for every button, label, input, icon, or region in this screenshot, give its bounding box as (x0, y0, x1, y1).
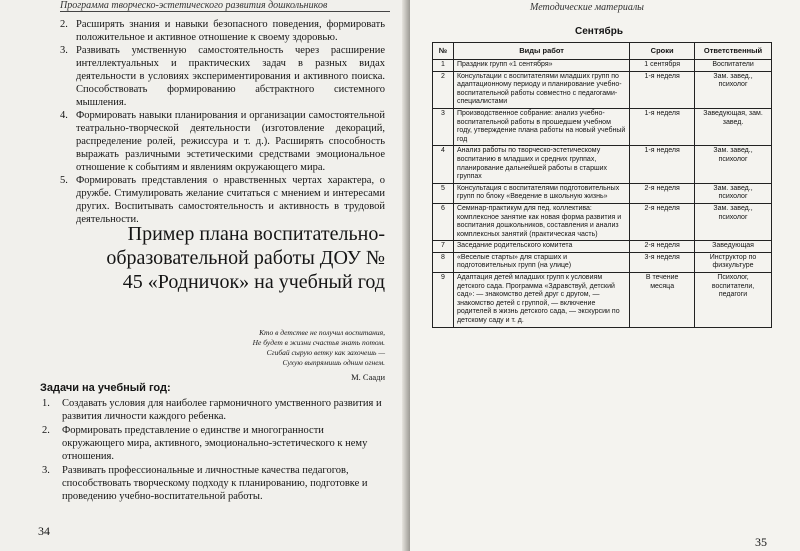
item-text: Создавать условия для наиболее гармоничного умственного развития и развития личности каждого ребенка. (62, 398, 382, 422)
cell-work: Праздник групп «1 сентября» (453, 60, 629, 72)
table-row (433, 71, 772, 108)
cell-resp: Зам. завед., психолог (695, 146, 772, 183)
cell-num: 8 (433, 252, 454, 272)
tasks-heading: Задачи на учебный год: (40, 382, 171, 394)
item-number: 3. (42, 465, 50, 476)
cell-term: 1-я неделя (630, 108, 695, 145)
cell-work: «Веселые старты» для старших и подготовительных групп (на улице) (453, 252, 629, 272)
table-row (433, 203, 772, 240)
table-row (433, 108, 772, 145)
item-text: Развивать профессиональные и личностные качества педагогов, способствовать творческому подходу к планированию, подготовке и проведению учебно-воспитательной работы. (62, 465, 368, 502)
plan-title: Пример плана воспитательно-образовательной работы ДОУ № 45 «Родничок» на учебный год (106, 223, 385, 293)
cell-num: 4 (433, 146, 454, 183)
cell-resp: Заведующая, зам. завед. (695, 108, 772, 145)
item-number: 2. (42, 425, 50, 436)
month-heading: Сентябрь (575, 26, 623, 37)
cell-work: Анализ работы по творческо-эстетическому воспитанию в младших и средних группах, планирование дальнейшей работы в старших группах (453, 146, 629, 183)
cell-num: 6 (433, 203, 454, 240)
cell-resp: Зам. завед., психолог (695, 183, 772, 203)
cell-work: Адаптация детей младших групп к условиям детского сада. Программа «Здравствуй, детский сад»: — знакомство детей друг с другом, — знакомство детей с группой, — включение родителей в жизнь детского сада, — экскурсии по детскому саду и т. д. (453, 273, 629, 328)
cell-num: 7 (433, 241, 454, 253)
item-text: Формировать представления о нравственных чертах характера, о дружбе. Стимулировать желание считаться с мнением и интересами других. Воспитывать самостоятельность и активность в трудовой деятельности. (76, 175, 385, 225)
cell-resp: Инструктор по физкультуре (695, 252, 772, 272)
cell-num: 2 (433, 71, 454, 108)
list-item (40, 397, 385, 423)
item-number: 1. (42, 398, 50, 409)
cell-resp: Психолог, воспитатели, педагоги (695, 273, 772, 328)
cell-resp: Заведующая (695, 241, 772, 253)
cell-term: 1-я неделя (630, 71, 695, 108)
list-item (60, 109, 385, 174)
list-item (60, 18, 385, 44)
right-page (410, 0, 800, 551)
cell-num: 1 (433, 60, 454, 72)
table-row (433, 241, 772, 253)
list-item (40, 464, 385, 503)
left-running-head: Программа творческо-эстетического развития дошкольников (60, 0, 390, 12)
cell-resp: Воспитатели (695, 60, 772, 72)
col-header-work: Виды работ (453, 43, 629, 60)
cell-term: 3-я неделя (630, 252, 695, 272)
page-number: 35 (755, 535, 767, 549)
table-row (433, 183, 772, 203)
table-row (433, 273, 772, 328)
cell-work: Консультации с воспитателями младших групп по адаптационному периоду и планирование учебно-воспитательной работы совместно с педагогами-специалистами (453, 71, 629, 108)
table-row (433, 252, 772, 272)
item-number: 4. (60, 110, 68, 121)
col-header-resp: Ответственный (695, 43, 772, 60)
cell-term: 2-я неделя (630, 203, 695, 240)
cell-work: Консультация с воспитателями подготовительных групп по блоку «Введение в школьную жизнь» (453, 183, 629, 203)
cell-term: 2-я неделя (630, 183, 695, 203)
tasks-list (40, 397, 385, 504)
epigraph-author: М. Саади (351, 372, 385, 382)
list-item (60, 174, 385, 226)
cell-work: Заседание родительского комитета (453, 241, 629, 253)
page-number: 34 (38, 524, 50, 538)
epigraph-line: Сгибай сырую ветку как захочешь — (266, 348, 385, 357)
item-number: 3. (60, 45, 68, 56)
epigraph-line: Сухую выпрямишь одним огнем. (282, 358, 385, 367)
right-running-head: Методические материалы (530, 2, 644, 13)
goals-list (60, 18, 385, 226)
cell-work: Производственное собрание: анализ учебно-воспитательной работы в прошедшем учебном году, утверждение плана работы на новый учебный год (453, 108, 629, 145)
table-header-row (433, 43, 772, 60)
cell-term: 2-я неделя (630, 241, 695, 253)
cell-num: 3 (433, 108, 454, 145)
item-number: 2. (60, 19, 68, 30)
col-header-num: № (433, 43, 454, 60)
item-text: Формировать навыки планирования и организации самостоятельной театрально-творческой деятельности (изготовление декораций, распределение ролей, режиссура и т. д.). Расширять способность выражать различными эстетическими средствами эмоциональное отношение к событиям и явлениям окружающего мира. (76, 110, 385, 173)
cell-resp: Зам. завед., психолог (695, 203, 772, 240)
item-number: 5. (60, 175, 68, 186)
cell-term: В течение месяца (630, 273, 695, 328)
table-row (433, 146, 772, 183)
item-text: Формировать представление о единстве и многогранности окружающего мира, активного, эмоционально-эстетического к нему отношения. (62, 425, 368, 462)
cell-work: Семинар-практикум для пед. коллектива: комплексное занятие как новая форма развития и воспитания дошкольников, составления и анализ комплексных занятий (практическая часть) (453, 203, 629, 240)
item-text: Расширять знания и навыки безопасного поведения, формировать положительное и активное отношение к своему здоровью. (76, 19, 385, 43)
cell-num: 5 (433, 183, 454, 203)
item-text: Развивать умственную самостоятельность через расширение интеллектуальных и практических задач в разных видах деятельности в условиях экспериментирования и активного поиска. Способствовать формированию абстрактного системного мышления. (76, 45, 385, 108)
cell-num: 9 (433, 273, 454, 328)
list-item (40, 424, 385, 463)
col-header-term: Сроки (630, 43, 695, 60)
schedule-table (432, 42, 772, 328)
epigraph (185, 328, 385, 368)
table-row (433, 60, 772, 72)
cell-resp: Зам. завед., психолог (695, 71, 772, 108)
epigraph-line: Кто в детстве не получил воспитания, (259, 328, 385, 337)
cell-term: 1-я неделя (630, 146, 695, 183)
cell-term: 1 сентября (630, 60, 695, 72)
list-item (60, 44, 385, 109)
epigraph-line: Не будет в жизни счастья знать потом. (252, 338, 385, 347)
